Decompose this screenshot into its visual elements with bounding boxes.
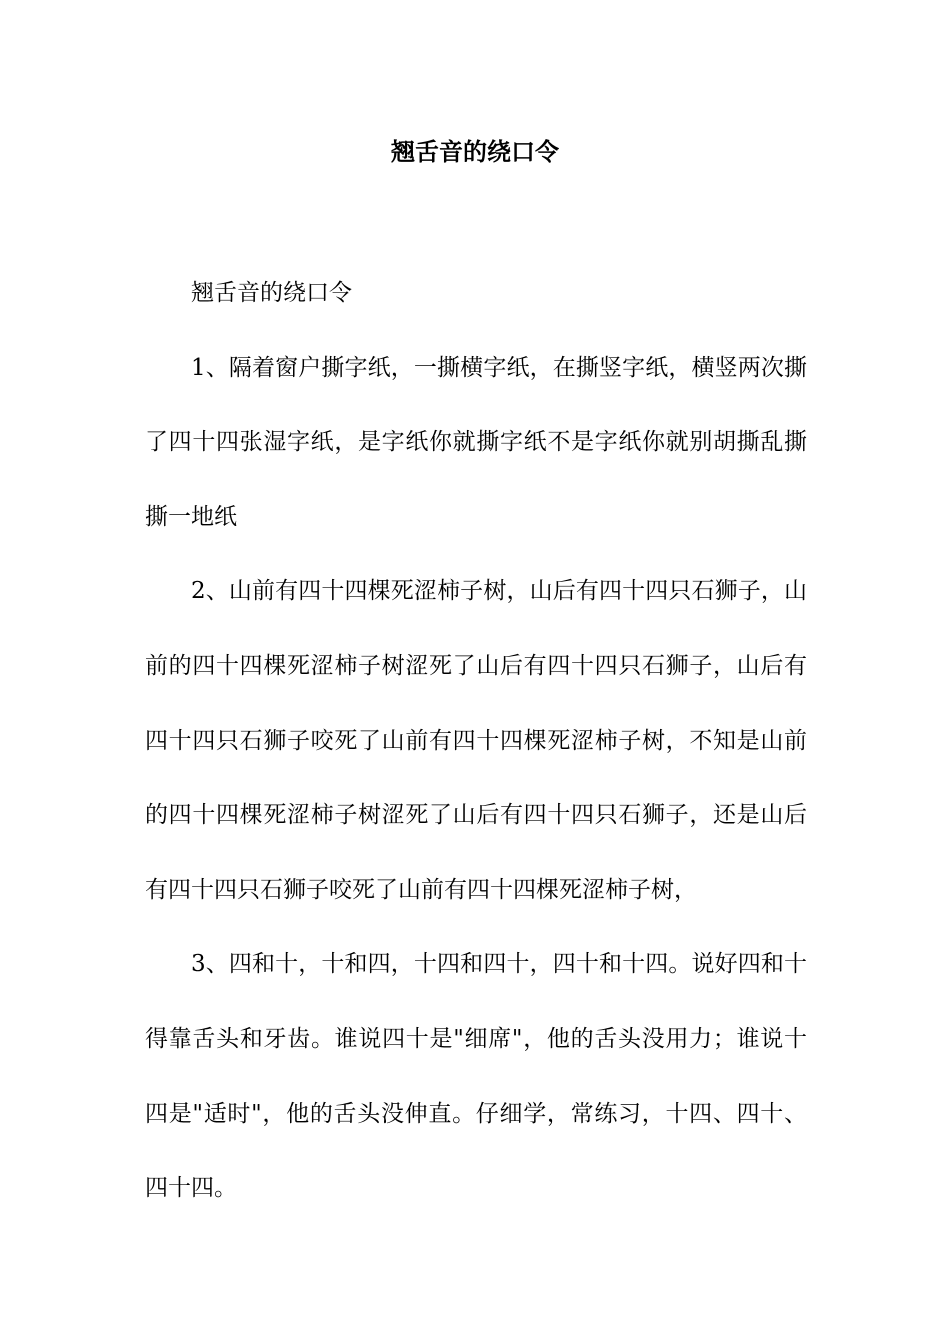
paragraph-tongue-twister-1: 1、隔着窗户撕字纸，一撕横字纸，在撕竖字纸，横竖两次撕了四十四张湿字纸，是字纸你就撕字纸不是字纸你就别胡撕乱撕撕一地纸 (145, 354, 807, 530)
page-title: 翘舌音的绕口令 (391, 137, 559, 166)
paragraph-tongue-twister-2: 2、山前有四十四棵死涩柿子树，山后有四十四只石狮子，山前的四十四棵死涩柿子树涩死了山后有四十四只石狮子，山后有四十四只石狮子咬死了山前有四十四棵死涩柿子树，不知是山前的四十四棵死涩柿子树涩死了山后有四十四只石狮子，还是山后有四十四只石狮子咬死了山前有四十四棵死涩柿子树， (145, 578, 807, 903)
paragraph-subtitle: 翘舌音的绕口令 (191, 280, 352, 306)
document-body (145, 256, 807, 1226)
paragraph-tongue-twister-3: 3、四和十，十和四，十四和四十，四十和十四。说好四和十得靠舌头和牙齿。谁说四十是"细席"，他的舌头没用力；谁说十四是"适时"，他的舌头没伸直。仔细学，常练习，十四、四十、四十四。 (145, 951, 807, 1202)
